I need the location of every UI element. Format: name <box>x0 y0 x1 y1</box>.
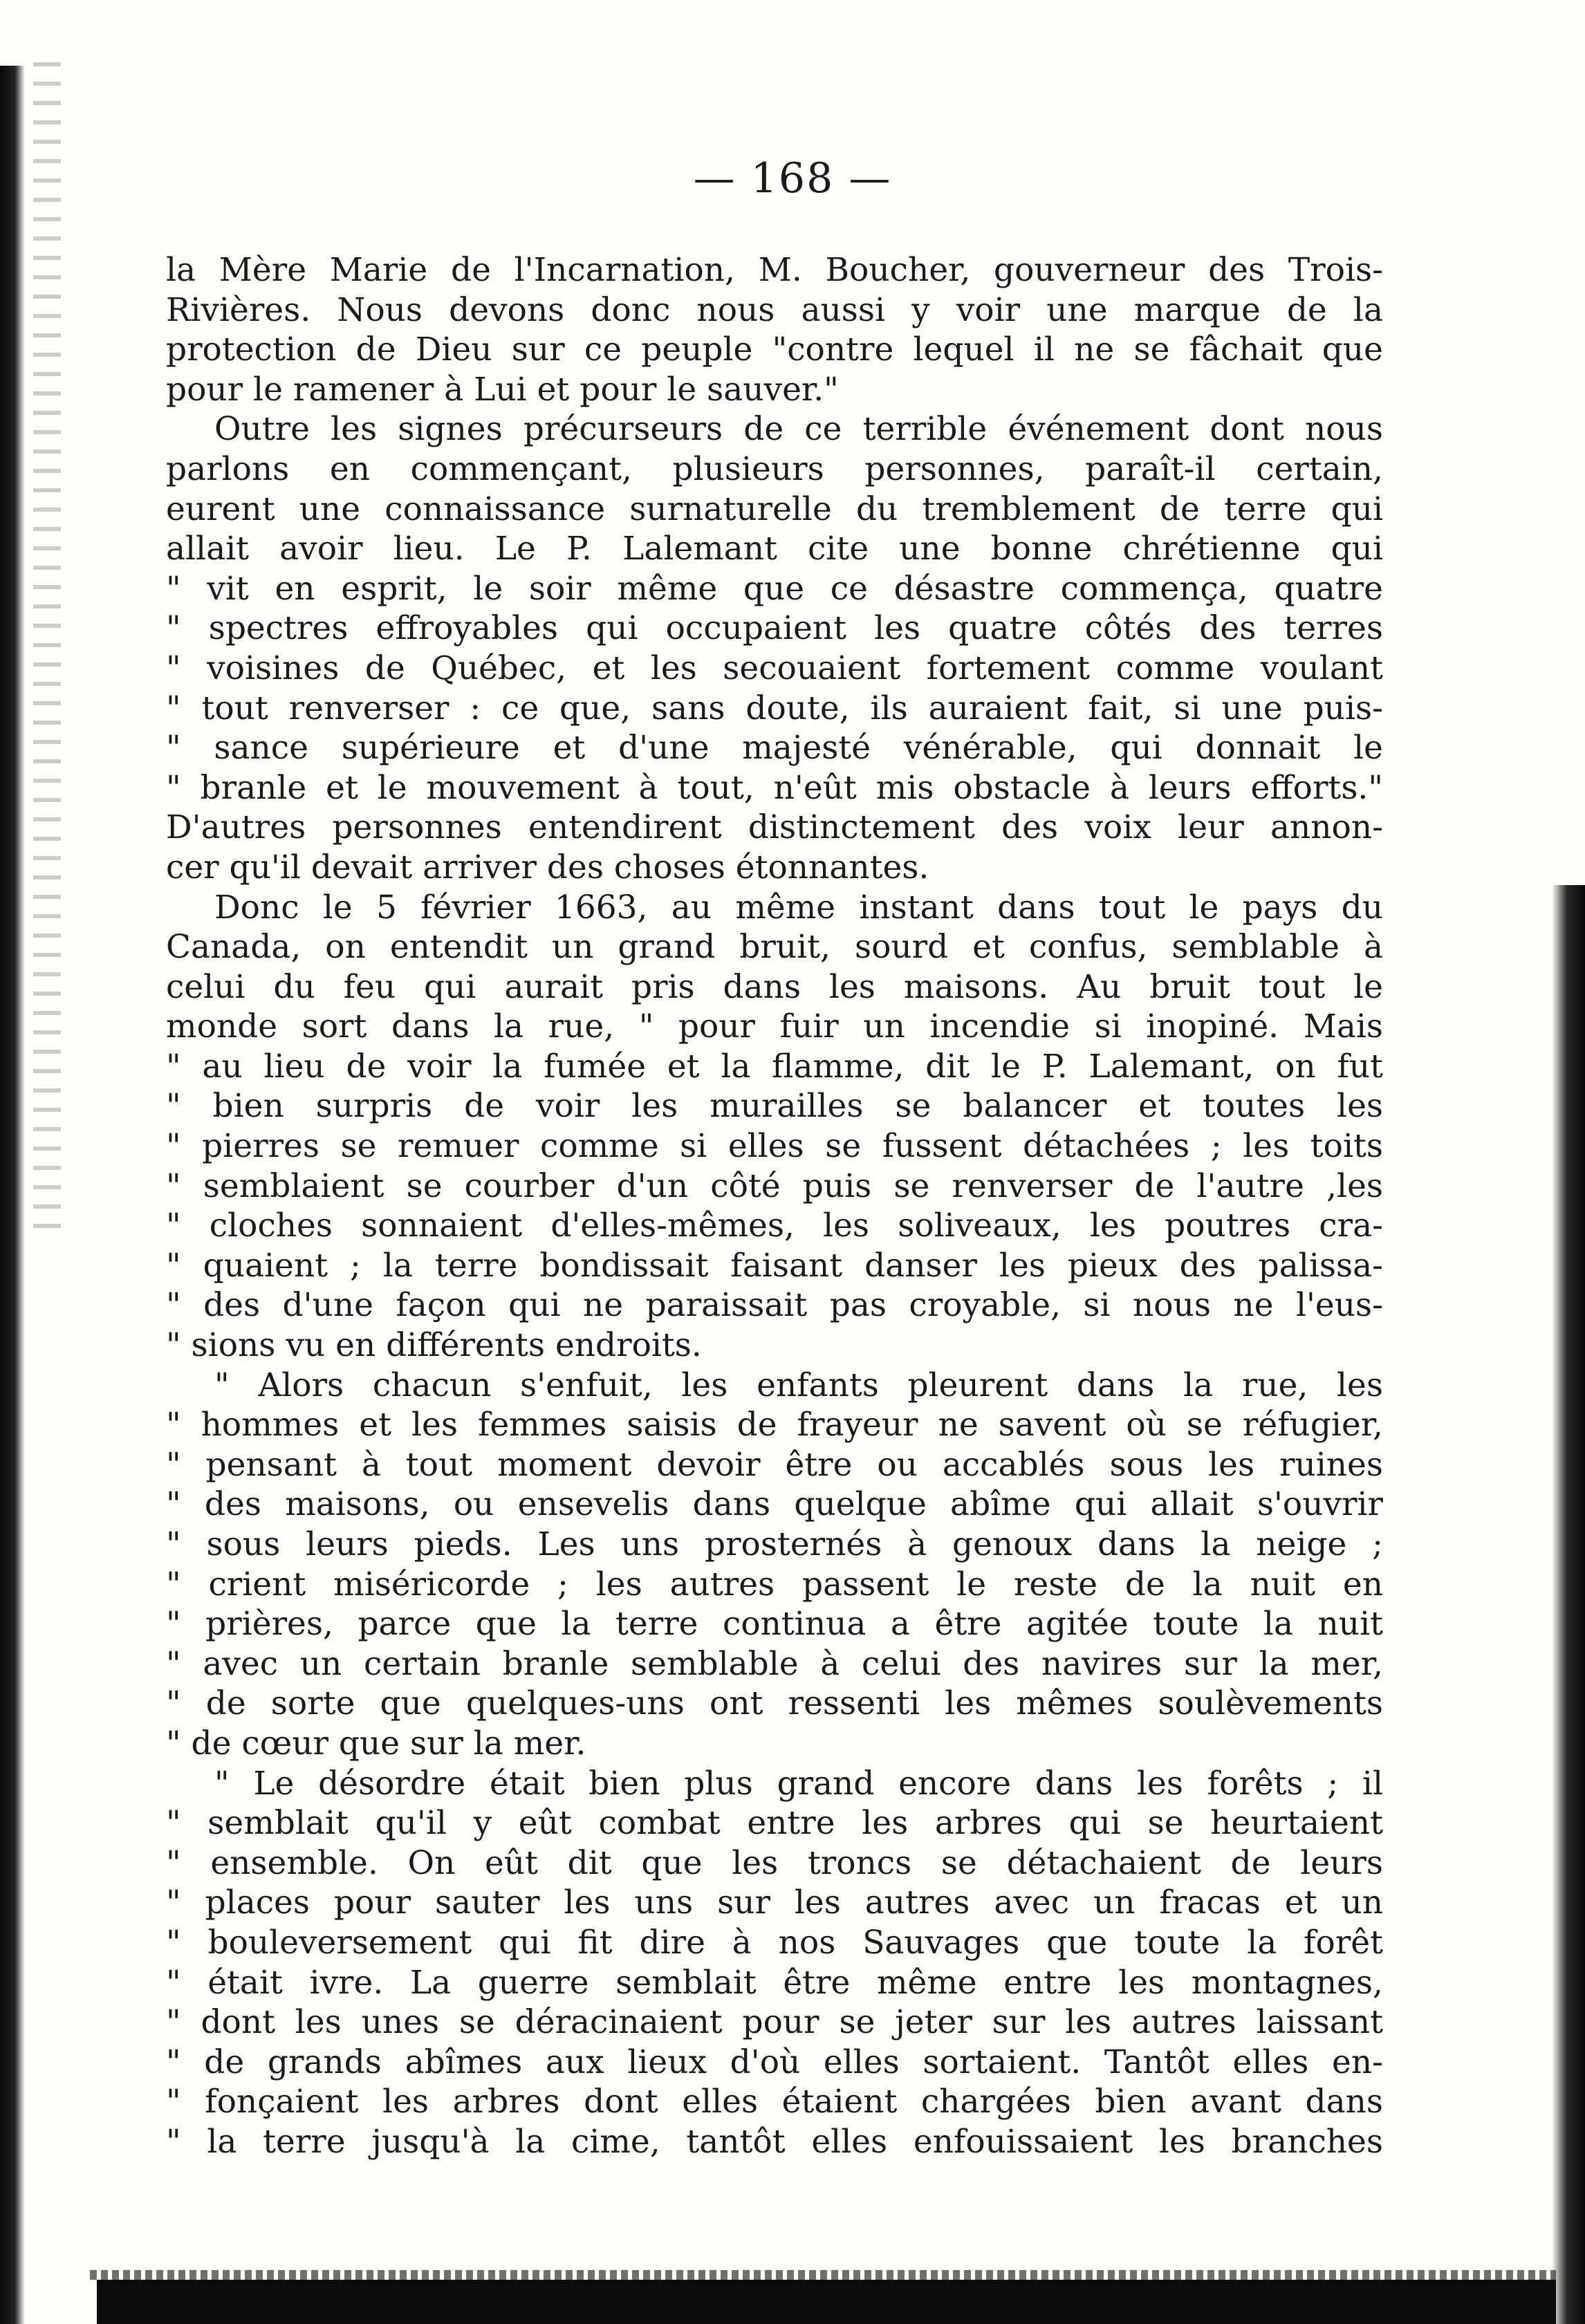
text-line: " était ivre. La guerre semblait être même entre les montagnes, <box>166 1963 1383 2002</box>
text-line: " vit en esprit, le soir même que ce désastre commença, quatre <box>166 569 1383 608</box>
text-line: " Alors chacun s'enfuit, les enfants pleurent dans la rue, les <box>214 1366 1383 1404</box>
text-line: " branle et le mouvement à tout, n'eût mis obstacle à leurs efforts." <box>166 768 1383 807</box>
scan-noise-bottom <box>90 2270 1556 2280</box>
text-line: " crient miséricorde ; les autres passent le reste de la nuit en <box>166 1565 1383 1603</box>
text-line: " dont les unes se déracinaient pour se jeter sur les autres laissant <box>166 2003 1383 2042</box>
scan-shadow-right <box>1552 885 1585 2324</box>
text-line: Canada, on entendit un grand bruit, sourd et confus, semblable à <box>166 928 1383 967</box>
scan-noise-left <box>33 62 61 1238</box>
text-line: " pierres se remuer comme si elles se fussent détachées ; les toits <box>166 1127 1383 1166</box>
scan-shadow-left <box>0 66 25 2324</box>
text-line: " sions vu en différents endroits. <box>166 1326 702 1365</box>
text-line: la Mère Marie de l'Incarnation, M. Boucher, gouverneur des Trois- <box>166 251 1383 289</box>
text-line: " des d'une façon qui ne paraissait pas croyable, si nous ne l'eus- <box>166 1286 1383 1325</box>
text-line: " pensant à tout moment devoir être ou accablés sous les ruines <box>166 1445 1383 1484</box>
text-line: " la terre jusqu'à la cime, tantôt elles enfouissaient les branches <box>166 2122 1383 2161</box>
page-number: — 168 — <box>693 154 892 203</box>
text-line: protection de Dieu sur ce peuple "contre lequel il ne se fâchait que <box>166 331 1383 369</box>
scan-shadow-bottom <box>97 2280 1556 2324</box>
text-line: " fonçaient les arbres dont elles étaient chargées bien avant dans <box>166 2083 1383 2121</box>
text-line: pour le ramener à Lui et pour le sauver." <box>166 370 839 409</box>
text-line: eurent une connaissance surnaturelle du tremblement de terre qui <box>166 490 1383 528</box>
text-line: Rivières. Nous devons donc nous aussi y voir une marque de la <box>166 290 1383 329</box>
text-line: Donc le 5 février 1663, au même instant dans tout le pays du <box>214 888 1383 927</box>
text-line: " cloches sonnaient d'elles-mêmes, les soliveaux, les poutres cra- <box>166 1207 1383 1245</box>
text-line: parlons en commençant, plusieurs personnes, paraît-il certain, <box>166 449 1383 488</box>
text-line: " prières, parce que la terre continua a être agitée toute la nuit <box>166 1605 1383 1644</box>
text-line: " Le désordre était bien plus grand encore dans les forêts ; il <box>214 1764 1383 1803</box>
text-line: " de cœur que sur la mer. <box>166 1724 586 1763</box>
text-line: " bouleversement qui fit dire à nos Sauvages que toute la forêt <box>166 1923 1383 1962</box>
text-line: cer qu'il devait arriver des choses étonnantes. <box>166 848 929 886</box>
text-line: monde sort dans la rue, " pour fuir un incendie si inopiné. Mais <box>166 1007 1383 1046</box>
text-line: " hommes et les femmes saisis de frayeur ne savent où se réfugier, <box>166 1406 1383 1444</box>
text-line: " semblait qu'il y eût combat entre les arbres qui se heurtaient <box>166 1804 1383 1843</box>
text-line: " au lieu de voir la fumée et la flamme, dit le P. Lalemant, on fut <box>166 1047 1383 1086</box>
text-line: " avec un certain branle semblable à celui des navires sur la mer, <box>166 1644 1383 1683</box>
text-line: allait avoir lieu. Le P. Lalemant cite une bonne chrétienne qui <box>166 530 1383 568</box>
text-line: " quaient ; la terre bondissait faisant danser les pieux des palissa- <box>166 1246 1383 1285</box>
text-line: D'autres personnes entendirent distinctement des voix leur annon- <box>166 808 1383 847</box>
text-line: " de sorte que quelques-uns ont ressenti les mêmes soulèvements <box>166 1684 1383 1723</box>
text-line: " semblaient se courber d'un côté puis se renverser de l'autre ,les <box>166 1166 1383 1205</box>
text-line: " voisines de Québec, et les secouaient fortement comme voulant <box>166 649 1383 687</box>
text-line: " bien surpris de voir les murailles se balancer et toutes les <box>166 1087 1383 1126</box>
text-line: " sous leurs pieds. Les uns prosternés à genoux dans la neige ; <box>166 1525 1383 1563</box>
text-line: " de grands abîmes aux lieux d'où elles sortaient. Tantôt elles en- <box>166 2043 1383 2081</box>
body-text <box>166 250 1383 2162</box>
text-line: " sance supérieure et d'une majesté vénérable, qui donnait le <box>166 729 1383 768</box>
text-line: " tout renverser : ce que, sans doute, ils auraient fait, si une puis- <box>166 689 1383 727</box>
text-line: " places pour sauter les uns sur les autres avec un fracas et un <box>166 1884 1383 1922</box>
text-line: " spectres effroyables qui occupaient les quatre côtés des terres <box>166 609 1383 648</box>
text-line: Outre les signes précurseurs de ce terrible événement dont nous <box>214 410 1383 449</box>
text-line: celui du feu qui aurait pris dans les maisons. Au bruit tout le <box>166 967 1383 1006</box>
text-line: " ensemble. On eût dit que les troncs se détachaient de leurs <box>166 1843 1383 1882</box>
text-line: " des maisons, ou ensevelis dans quelque abîme qui allait s'ouvrir <box>166 1485 1383 1524</box>
